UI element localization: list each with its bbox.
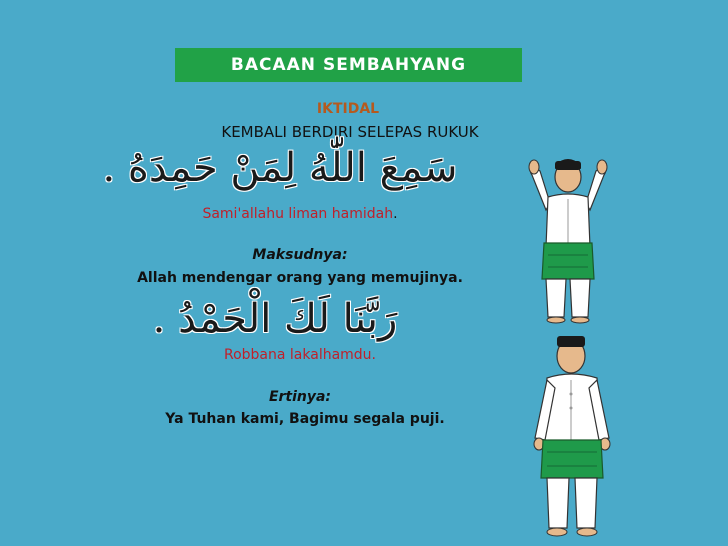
meaning-label-2: Ertinya: [268,389,332,405]
boy-standing-iktidal-icon [525,328,625,540]
transliteration-1-period: . [393,206,398,222]
transliteration-1 [150,206,450,222]
transliteration-2: Robbana lakalhamdu. [223,347,377,363]
banner-title: BACAAN SEMBAHYANG [230,55,467,75]
meaning-text-1: Allah mendengar orang yang memujinya. [137,270,463,286]
meaning-label-1: Maksudnya: [252,247,348,263]
meaning-text-2: Ya Tuhan kami, Bagimu segala puji. [165,411,445,427]
section-subtitle: IKTIDAL [316,101,380,117]
arabic-verse-2: رَبَّنَا لَكَ الْحَمْدُ . [152,296,398,342]
title-banner [175,48,522,82]
arabic-verse-1: سَمِعَ اللّٰهُ لِمَنْ حَمِدَهُ . [102,145,458,191]
transliteration-1-text: Sami'allahu liman hamidah [202,206,394,222]
boy-praying-hands-raised-icon [518,155,618,325]
section-heading: KEMBALI BERDIRI SELEPAS RUKUK [221,123,479,141]
